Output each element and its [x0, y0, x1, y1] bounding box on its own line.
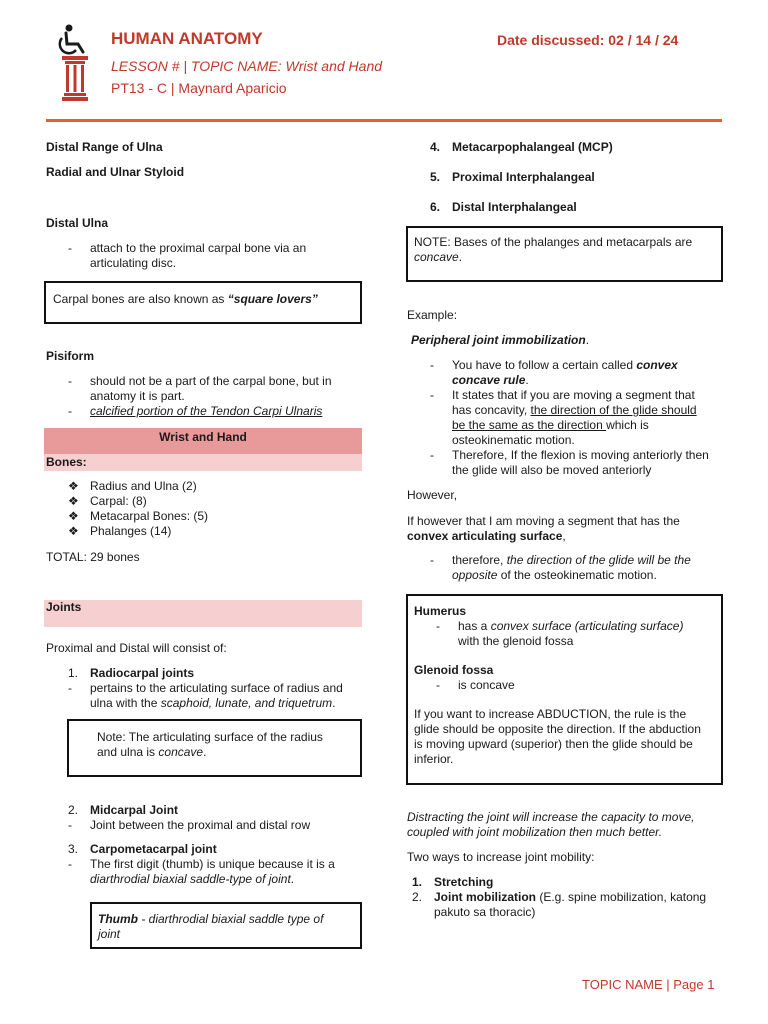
peripheral-heading: Peripheral joint immobilization.	[411, 333, 590, 347]
page-title: HUMAN ANATOMY	[111, 29, 263, 48]
joint-dip: 6. Distal Interphalangeal	[430, 200, 577, 214]
list-item: 1. Stretching	[412, 875, 494, 889]
heading-distal-ulna: Distal Ulna	[46, 216, 109, 230]
example-label: Example:	[407, 308, 458, 322]
section-author: PT13 - C | Maynard Aparicio	[111, 80, 287, 96]
distal-ulna-bullet: - attach to the proximal carpal bone via an articulating disc.	[68, 241, 307, 270]
header-divider	[46, 119, 722, 122]
list-item: ❖ Carpal: (8)	[68, 494, 147, 508]
joints-band: Joints	[44, 600, 362, 627]
thumb-box: Thumb - diarthrodial biaxial saddle type of joint	[90, 902, 362, 949]
date-discussed: Date discussed: 02 / 14 / 24	[497, 32, 679, 48]
heading-pisiform: Pisiform	[46, 349, 95, 363]
bones-band: Bones:	[44, 454, 362, 471]
bones-list	[68, 479, 208, 539]
list-item: 2. Joint mobilization (E.g. spine mobilization, katong	[412, 890, 707, 904]
list-item: ❖ Metacarpal Bones: (5)	[68, 509, 209, 523]
therefore-bullet: - therefore, the direction of the glide will be the opposite of the osteokinematic motion.	[430, 553, 691, 582]
radiocarpal-note-box: Note: The articulating surface of the radius and ulna is concave.	[67, 719, 362, 777]
heading-radial-ulnar-styloid: Radial and Ulnar Styloid	[46, 165, 185, 179]
page-footer: TOPIC NAME | Page 1	[582, 977, 715, 992]
lesson-topic: LESSON # | TOPIC NAME: Wrist and Hand	[111, 58, 383, 74]
heading-distal-range-ulna: Distal Range of Ulna	[46, 140, 163, 154]
convex-concave-bullets: - You have to follow a certain called convex concave rule. - It states that if you are moving a segment that has concavity, the direction of the glide should be the same as the direction which is osteokinematic motion. - Therefore, If the flexion is moving anteriorly then the glide will also be moved anteriorly	[430, 358, 709, 477]
consist-text: Proximal and Distal will consist of:	[46, 641, 227, 655]
list-item: ❖ Phalanges (14)	[68, 524, 172, 538]
joint-pip: 5. Proximal Interphalangeal	[430, 170, 595, 184]
square-lovers-box: Carpal bones are also known as “square lovers”	[44, 281, 362, 324]
pisiform-bullets: - should not be a part of the carpal bone, but in anatomy it is part. - calcified portion of the Tendon Carpi Ulnaris	[68, 374, 332, 418]
wrist-hand-band: Wrist and Hand	[44, 428, 362, 454]
midcarpal-item: 2. Midcarpal Joint - Joint between the proximal and distal row	[68, 803, 311, 832]
mobility-list: 1. Stretching 2. Joint mobilization (E.g. spine mobilization, katong pakuto sa thoracic)	[412, 875, 732, 920]
if-however-text: If however that I am moving a segment that has the convex articulating surface,	[407, 514, 680, 543]
phalanges-note-box: NOTE: Bases of the phalanges and metacarpals are concave.	[406, 226, 723, 282]
two-ways-text: Two ways to increase joint mobility:	[407, 850, 595, 864]
carpometacarpal-item: 3. Carpometacarpal joint - The first digit (thumb) is unique because it is a diarthrodial biaxial saddle-type of joint.	[68, 842, 335, 886]
list-item: ❖ Radius and Ulna (2)	[68, 479, 197, 493]
humerus-box: Humerus - has a convex surface (articulating surface) with the glenoid fossa Glenoid fossa - is concave If you want to increase ABDUCTION, the rule is the glide should be opposite the direction. If the abduction is moving upward (superior) then the glide should be inferior.	[406, 594, 723, 785]
total-bones: TOTAL: 29 bones	[46, 550, 140, 564]
radiocarpal-item: 1. Radiocarpal joints - pertains to the articulating surface of radius and ulna with the scaphoid, lunate, and triquetrum.	[68, 666, 343, 710]
distracting-text: Distracting the joint will increase the capacity to move, coupled with joint mobilization then much better.	[407, 810, 695, 839]
joint-mcp: 4. Metacarpophalangeal (MCP)	[430, 140, 613, 154]
logo-icon	[52, 22, 98, 102]
however-text: However,	[407, 488, 458, 502]
